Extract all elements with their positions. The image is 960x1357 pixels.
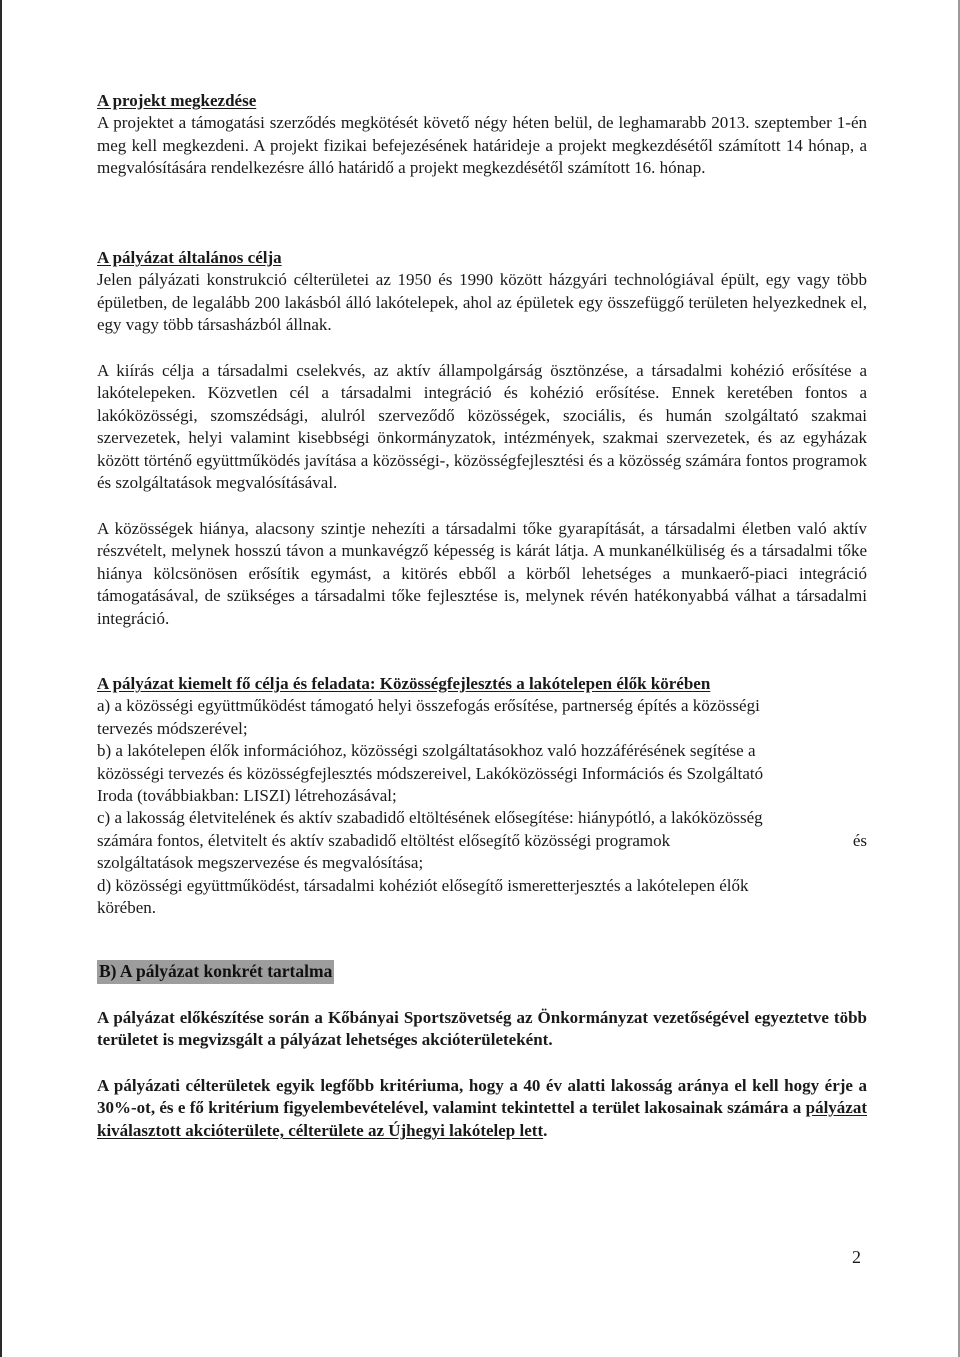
section-project-start xyxy=(97,90,867,180)
main-goal-line: tervezés módszerével; xyxy=(97,718,248,738)
main-goal-trailing-word: és xyxy=(852,830,867,850)
paragraph-general-goal-3: A közösségek hiánya, alacsony szintje nehezíti a társadalmi tőke gyarapítását, a társadalmi életben való aktív részvételt, melynek hosszú távon a munkavégző képesség is kárát látja. A munkanélküliség és a társadalmi tőke hiánya kölcsönösen erősítik egymást, a kitörés ebből a körből lehetséges a munkaerő-piaci integráció támogatásával, de szükséges a társadalmi tőke fejlesztése is, melynek révén hatékonyabbá válhat a társadalmi integráció. xyxy=(97,519,867,628)
main-goal-line: körében. xyxy=(97,898,157,918)
section-general-goal xyxy=(97,247,867,337)
page-number: 2 xyxy=(852,1247,861,1267)
section-b-paragraph-1: A pályázat előkészítése során a Kőbányai Sportszövetség az Önkormányzat vezetőségével egyeztetve több területet is megvizsgált a pályázat lehetséges akcióterületeként. xyxy=(97,1008,867,1050)
heading-main-goal: A pályázat kiemelt fő célja és feladata: Közösségfejlesztés a lakótelepen élők körében xyxy=(97,674,711,693)
main-goal-line: b) a lakótelepen élők információhoz, közösségi szolgáltatásokhoz való hozzáférésének segítése a xyxy=(97,741,756,761)
heading-section-b: B) A pályázat konkrét tartalma xyxy=(97,960,334,984)
section-general-goal-3 xyxy=(97,518,867,630)
heading-general-goal: A pályázat általános célja xyxy=(97,248,282,267)
main-goal-line: c) a lakosság életvitelének és aktív szabadidő eltöltésének elősegítése: hiánypótló, a lakóközösség xyxy=(97,808,763,828)
section-main-goal xyxy=(97,673,867,919)
main-goal-line: szolgáltatások megszervezése és megvalósítása; xyxy=(97,853,424,873)
section-b-paragraph-2-lead: A pályázati célterületek egyik legfőbb kritériuma, hogy a 40 év alatti lakosság aránya el kell hogy érje a 30%-ot, és e fő kritérium figyelembevételével, valamint tekintettel a terület lakosainak számára a xyxy=(97,1076,867,1118)
main-goal-line-with-trailing xyxy=(97,830,867,852)
section-general-goal-2 xyxy=(97,360,867,494)
main-goal-line: Iroda (továbbiakban: LISZI) létrehozásával; xyxy=(97,786,397,806)
heading-project-start: A projekt megkezdése xyxy=(97,91,257,110)
paragraph-general-goal-1: Jelen pályázati konstrukció célterületei az 1950 és 1990 között házgyári technológiával épült, egy vagy több épületben, de legalább 200 lakásból álló lakótelepek, ahol az épületek egy összefüggő területen helyezkednek el, egy vagy több társasházból állnak. xyxy=(97,270,867,335)
section-b-paragraph-2 xyxy=(97,1075,867,1142)
main-goal-line: számára fontos, életvitelt és aktív szabadidő eltöltést elősegítő közösségi programok xyxy=(97,830,671,850)
section-b-paragraph-2-block xyxy=(97,1075,867,1142)
main-goal-line: d) közösségi együttműködést, társadalmi kohéziót elősegítő ismeretterjesztés a lakótelepen élők xyxy=(97,875,749,895)
main-goal-line: közösségi tervezés és közösségfejlesztés módszereivel, Lakóközösségi Információs és Szolgáltató xyxy=(97,763,764,783)
paragraph-project-start: A projektet a támogatási szerződés megkötését követő négy héten belül, de leghamarabb 2013. szeptember 1-én meg kell megkezdeni. A projekt fizikai befejezésének határideje a projekt megkezdésétől számított 14 hónap, a megvalósítására rendelkezésre álló határidő a projekt megkezdésétől számított 16. hónap. xyxy=(97,113,867,178)
section-b-paragraph-2-end: . xyxy=(543,1120,548,1140)
section-b-paragraph-1-block xyxy=(97,1007,867,1052)
section-b-paragraph-2-underlined: pályázat kiválasztott akcióterülete, célterülete az Újhegyi lakótelep lett xyxy=(97,1098,867,1140)
scan-edge-left xyxy=(0,0,2,1357)
main-goal-line: a) a közösségi együttműködést támogató helyi összefogás erősítése, partnerség építés a közösségi xyxy=(97,696,760,716)
paragraph-general-goal-2: A kiírás célja a társadalmi cselekvés, az aktív állampolgárság ösztönzése, a társadalmi kohézió erősítése a lakótelepeken. Közvetlen cél a társadalmi integráció és kohézió erősítése. Ennek keretében fontos a lakóközösségi, szomszédsági, alulról szerveződő közösségek, szociális, és humán szolgáltató szakmai szervezetek, helyi valamint kisebbségi önkormányzatok, intézmények, szakmai szervezetek, és az egyházak között történő együttműködés javítása a közösségi-, közösségfejlesztési és a közösség számára fontos programok és szolgáltatások megvalósításával. xyxy=(97,361,867,493)
